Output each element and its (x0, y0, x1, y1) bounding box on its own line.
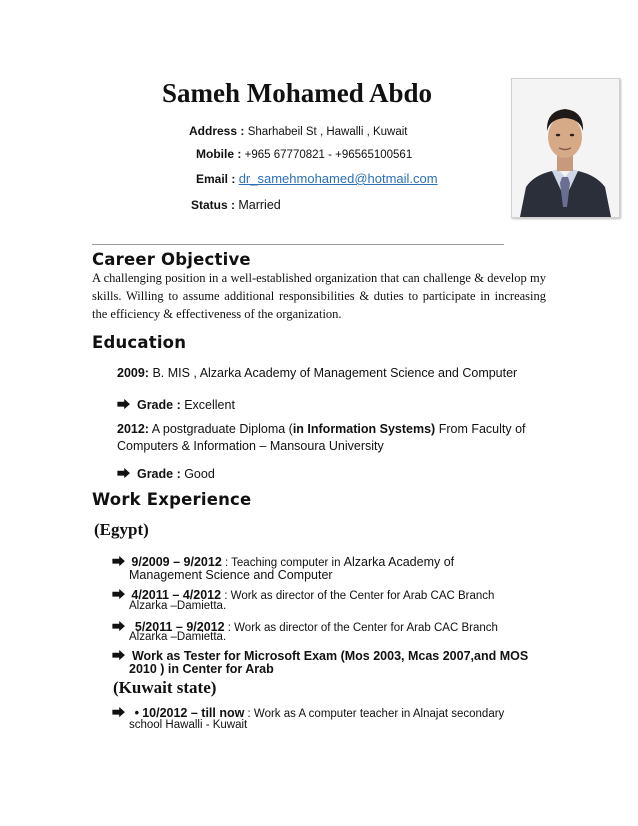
job-desc: Alzarka Academy of (343, 555, 455, 569)
email-label: Email : (196, 172, 236, 186)
job-period: 10/2012 – till now (142, 706, 245, 720)
job-line2: school Hawalli - Kuwait (129, 719, 248, 731)
region-egypt: (Egypt) (94, 520, 149, 539)
arrow-right-icon: ⮕ (112, 620, 126, 635)
arrow-right-icon: ⮕ (117, 398, 131, 413)
job-period: 9/2009 – 9/2012 (131, 555, 222, 569)
edu-text: A postgraduate Diploma ( (148, 422, 293, 436)
arrow-right-icon: ⮕ (112, 649, 126, 664)
grade-value: Good (180, 467, 215, 481)
job-line2: Alzarka –Damietta. (129, 600, 227, 612)
job-line2: Alzarka –Damietta. (129, 631, 227, 643)
edu-item-2012 (117, 422, 526, 436)
email-link[interactable]: dr_samehmohamed@hotmail.com (238, 171, 438, 186)
mobile-label: Mobile : (196, 147, 242, 161)
edu-year: 2009: (117, 366, 149, 380)
arrow-right-icon: ⮕ (112, 555, 126, 570)
edu-grade-excellent (117, 394, 235, 413)
arrow-right-icon: ⮕ (112, 706, 126, 721)
address-label: Address : (189, 124, 245, 138)
address-line (189, 124, 408, 138)
edu-item-2009 (117, 366, 517, 380)
work-heading: Work Experience (92, 490, 252, 509)
grade-label: Grade : (136, 467, 181, 481)
mobile-value: +965 67770821 - +96565100561 (244, 149, 413, 161)
status-label: Status : (191, 198, 236, 212)
edu-text: From Faculty of (435, 422, 526, 436)
edu-item-2012-line2: Computers & Information – Mansoura University (117, 439, 384, 453)
address-value: Sharhabeil St , Hawalli , Kuwait (247, 126, 408, 138)
mobile-line (196, 147, 412, 161)
email-line (196, 171, 438, 186)
job-line2: 2010 ) in Center for Arab (129, 662, 274, 676)
edu-year: 2012: (117, 422, 149, 436)
grade-label: Grade : (136, 398, 181, 412)
arrow-right-icon: ⮕ (117, 467, 131, 482)
region-kuwait: (Kuwait state) (113, 678, 217, 697)
job-desc: : Work as director of the Center for Arab CAC Branch (224, 622, 498, 634)
status-value: Married (238, 198, 281, 212)
header-divider (92, 244, 504, 245)
candidate-name: Sameh Mohamed Abdo (162, 78, 433, 108)
job-desc: : Work as A computer teacher in Alnajat secondary (244, 708, 505, 720)
edu-text: B. MIS , Alzarka Academy of Management Science and Computer (148, 366, 518, 380)
job-line2: Management Science and Computer (129, 568, 333, 582)
job-desc: : Teaching computer in (221, 557, 344, 569)
arrow-right-icon: ⮕ (112, 588, 126, 603)
education-heading: Education (92, 333, 187, 352)
edu-text-bold: in Information Systems) (292, 422, 436, 436)
job-desc: : Work as director of the Center for Arab CAC Branch (221, 590, 495, 602)
career-heading: Career Objective (92, 250, 251, 269)
bullet: • (134, 706, 139, 720)
career-text: A challenging position in a well-established organization that can challenge & develop my skills. Willing to assume additional responsibilities & duties to participate in increasing the efficiency & effectiveness of the organization. (92, 271, 546, 321)
job-period: 4/2011 – 4/2012 (131, 588, 222, 602)
profile-photo (511, 78, 620, 218)
job-period: Work as Tester for Microsoft Exam (Mos 2003, Mcas 2007,and MOS (131, 649, 529, 663)
edu-grade-good (117, 463, 215, 482)
portrait-image (512, 79, 619, 217)
status-line (191, 198, 281, 212)
job-period: 5/2011 – 9/2012 (131, 620, 225, 634)
grade-value: Excellent (180, 398, 235, 412)
